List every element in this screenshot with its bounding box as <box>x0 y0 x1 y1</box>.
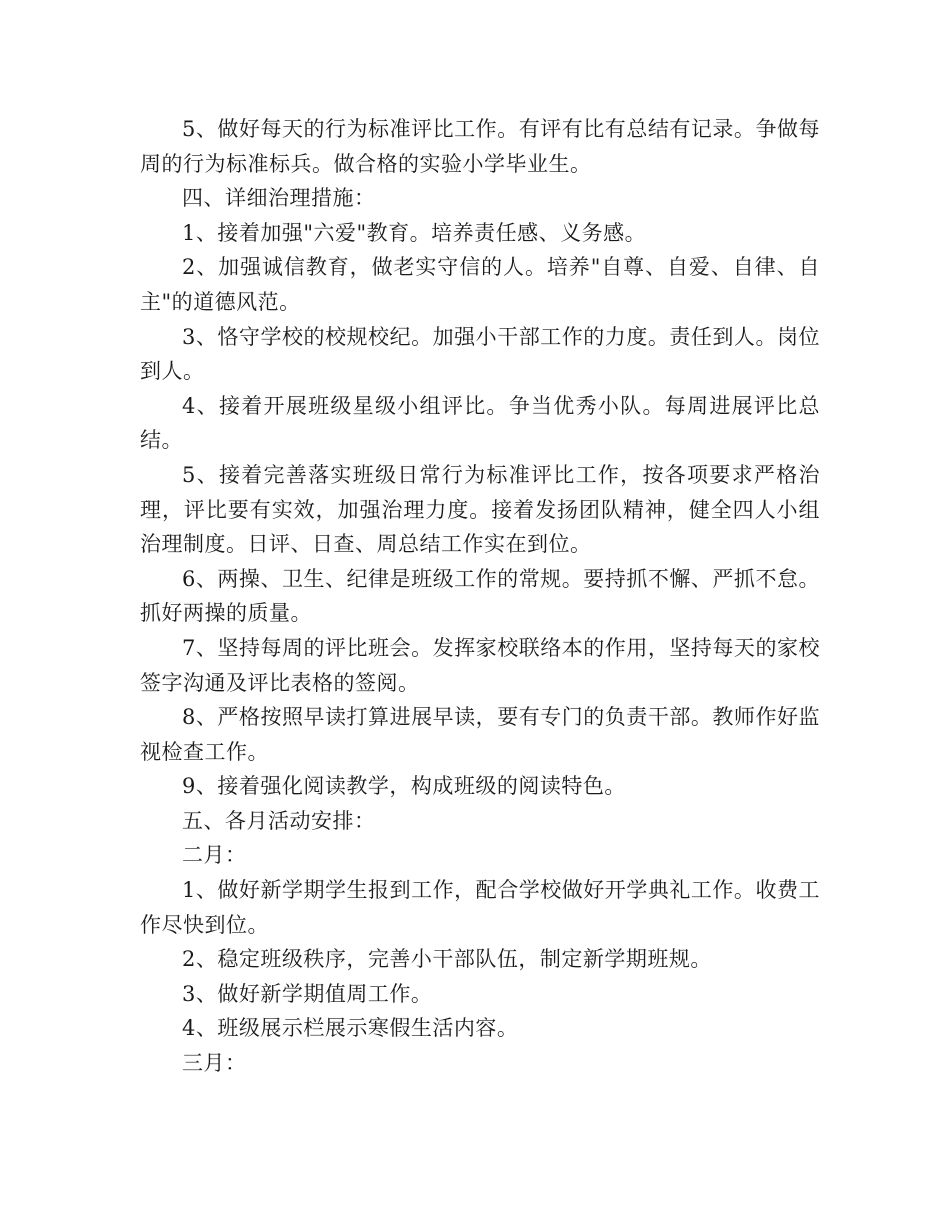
paragraph-measure-8: 8、严格按照早读打算进展早读，要有专门的负责干部。教师作好监视检查工作。 <box>140 705 820 764</box>
paragraph-measure-4: 4、接着开展班级星级小组评比。争当优秀小队。每周进展评比总结。 <box>140 393 820 453</box>
paragraph-measure-9: 9、接着强化阅读教学，构成班级的阅读特色。 <box>182 774 626 799</box>
month-heading-february: 二月： <box>182 843 247 868</box>
paragraph-measure-2: 2、加强诚信教育，做老实守信的人。培养"自尊、自爱、自律、自主"的道德风范。 <box>140 255 820 314</box>
paragraph-measure-6: 6、两操、卫生、纪律是班级工作的常规。要持抓不懈、严抓不怠。抓好两操的质量。 <box>140 566 820 626</box>
section-heading-monthly-activities: 五、各月活动安排： <box>182 808 376 833</box>
document-body <box>140 112 820 1081</box>
paragraph-measure-1: 1、接着加强"六爱"教育。培养责任感、义务感。 <box>182 220 647 245</box>
paragraph-february-2: 2、稳定班级秩序，完善小干部队伍，制定新学期班规。 <box>182 947 712 972</box>
section-heading-measures: 四、详细治理措施： <box>182 186 376 211</box>
paragraph-february-3: 3、做好新学期值周工作。 <box>182 981 433 1006</box>
paragraph-measure-3: 3、恪守学校的校规校纪。加强小干部工作的力度。责任到人。岗位到人。 <box>140 324 820 384</box>
paragraph-february-1: 1、做好新学期学生报到工作，配合学校做好开学典礼工作。收费工作尽快到位。 <box>140 878 820 937</box>
month-heading-march: 三月： <box>182 1051 247 1076</box>
paragraph-measure-7: 7、坚持每周的评比班会。发挥家校联络本的作用，坚持每天的家校签字沟通及评比表格的签阅。 <box>140 635 820 695</box>
paragraph-measure-5: 5、接着完善落实班级日常行为标准评比工作，按各项要求严格治理，评比要有实效，加强治理力度。接着发扬团队精神，健全四人小组治理制度。日评、日查、周总结工作实在到位。 <box>140 462 820 557</box>
paragraph-behavior-evaluation: 5、做好每天的行为标准评比工作。有评有比有总结有记录。争做每周的行为标准标兵。做合格的实验小学毕业生。 <box>140 117 820 176</box>
paragraph-february-4: 4、班级展示栏展示寒假生活内容。 <box>182 1016 519 1041</box>
